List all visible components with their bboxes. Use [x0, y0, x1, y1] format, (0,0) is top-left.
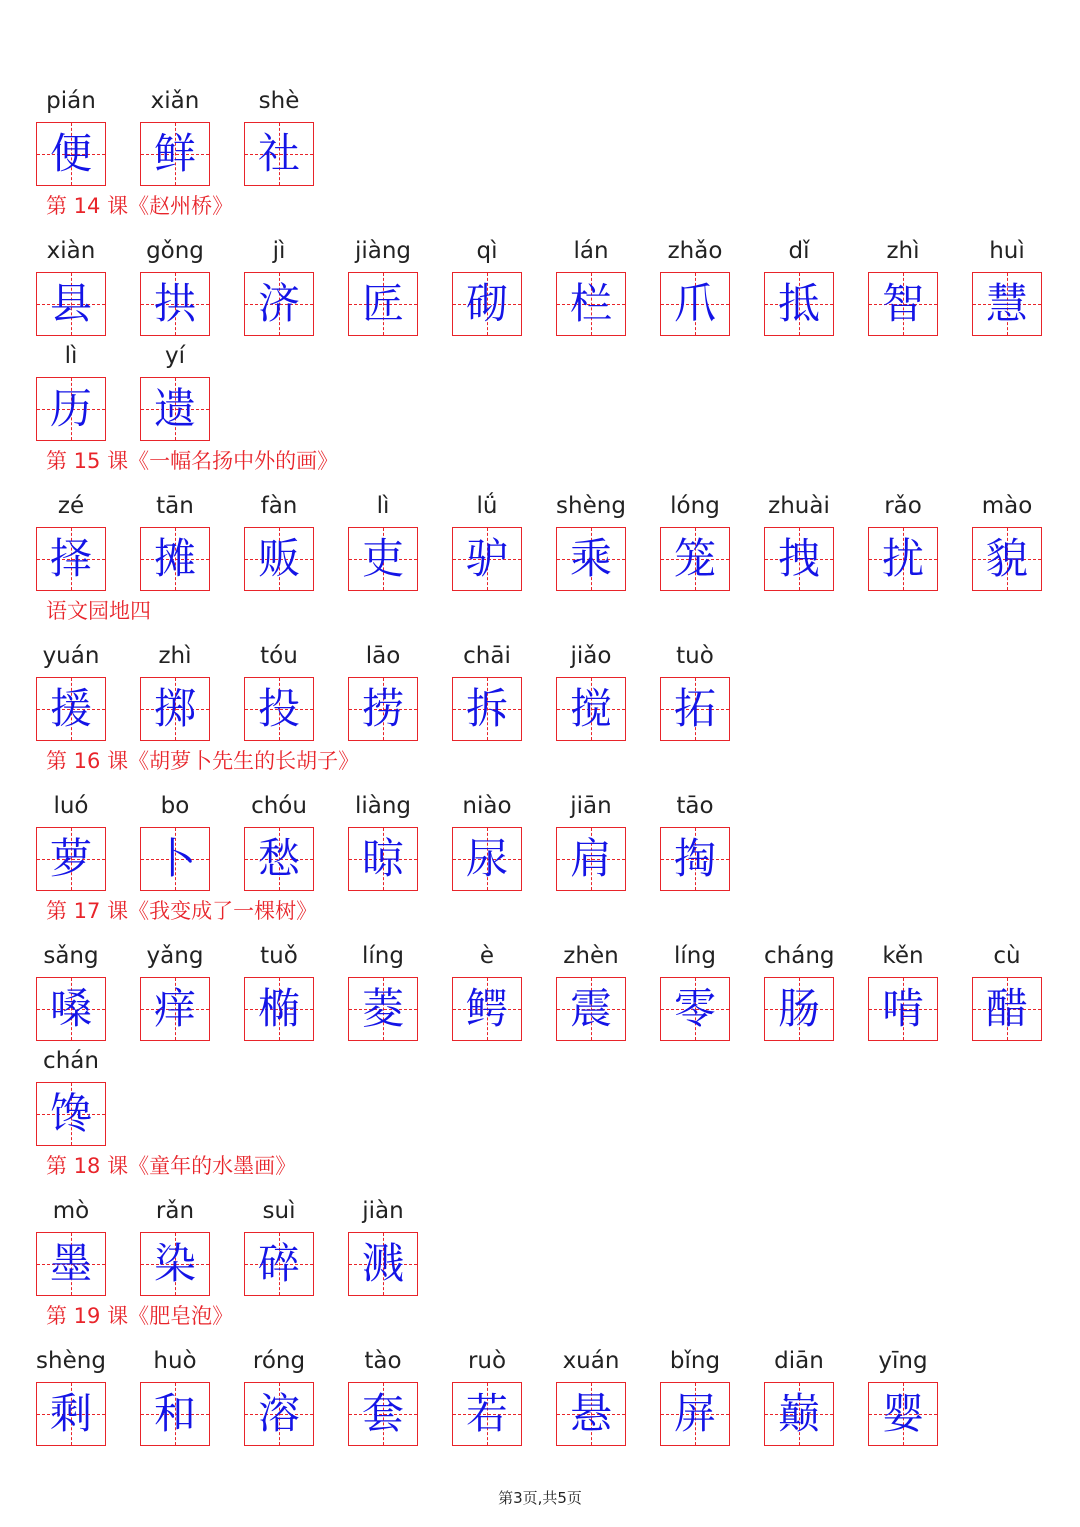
hanzi-character: 醋 [985, 984, 1028, 1033]
char-cell [36, 1196, 140, 1306]
pinyin-label: zhèn [563, 943, 619, 969]
pinyin-label: yuán [42, 643, 100, 669]
hanzi-character: 贩 [257, 534, 300, 583]
char-cell [452, 791, 556, 901]
char-cell [244, 491, 348, 601]
pinyin-label: bǐng [669, 1348, 721, 1374]
pinyin-label: tào [364, 1348, 402, 1374]
hanzi-character: 鳄 [465, 984, 508, 1033]
tianzige-grid [36, 977, 106, 1041]
tianzige-grid [764, 272, 834, 336]
pinyin-label: tāo [676, 793, 714, 819]
hanzi-character: 搅 [569, 684, 612, 733]
pinyin-label: lì [64, 343, 78, 369]
hanzi-character: 萝 [49, 834, 92, 883]
tianzige-grid [140, 677, 210, 741]
tianzige-grid [244, 122, 314, 186]
pinyin-label: qì [476, 238, 498, 264]
lesson-title: 第 16 课《胡萝卜先生的长胡子》 [46, 749, 360, 773]
pinyin-label: líng [362, 943, 404, 969]
pinyin-label: zhuài [768, 493, 830, 519]
tianzige-grid [452, 977, 522, 1041]
hanzi-character: 碎 [257, 1239, 300, 1288]
char-cell [764, 941, 868, 1051]
tianzige-grid [452, 677, 522, 741]
pinyin-label: ruò [467, 1348, 507, 1374]
char-cell [972, 236, 1076, 346]
char-cell [244, 86, 348, 196]
tianzige-grid [140, 1382, 210, 1446]
tianzige-grid [36, 677, 106, 741]
char-cell [244, 641, 348, 751]
char-cell [452, 941, 556, 1051]
tianzige-grid [140, 377, 210, 441]
pinyin-label: rǎo [884, 493, 922, 519]
char-cell [36, 86, 140, 196]
tianzige-grid [140, 272, 210, 336]
hanzi-character: 栏 [569, 279, 612, 328]
char-cell [348, 941, 452, 1051]
lesson-title: 第 17 课《我变成了一棵树》 [46, 899, 318, 923]
pinyin-label: mào [981, 493, 1033, 519]
pinyin-label: lán [573, 238, 609, 264]
hanzi-character: 嗓 [49, 984, 92, 1033]
tianzige-grid [972, 977, 1042, 1041]
hanzi-character: 卜 [153, 834, 196, 883]
char-cell [36, 941, 140, 1051]
tianzige-grid [660, 827, 730, 891]
tianzige-grid [244, 977, 314, 1041]
hanzi-character: 摊 [153, 534, 196, 583]
pinyin-label: tān [156, 493, 194, 519]
char-cell [556, 491, 660, 601]
hanzi-character: 拆 [465, 684, 508, 733]
pinyin-label: liàng [354, 793, 412, 819]
hanzi-character: 溶 [257, 1389, 300, 1438]
tianzige-grid [556, 527, 626, 591]
char-cell [764, 236, 868, 346]
tianzige-grid [868, 1382, 938, 1446]
char-cell [140, 491, 244, 601]
hanzi-character: 晾 [361, 834, 404, 883]
tianzige-grid [140, 122, 210, 186]
hanzi-character: 悬 [569, 1389, 612, 1438]
hanzi-character: 援 [49, 684, 92, 733]
pinyin-label: zhì [886, 238, 920, 264]
lesson-title: 第 14 课《赵州桥》 [46, 194, 234, 218]
tianzige-grid [348, 272, 418, 336]
hanzi-character: 社 [257, 129, 300, 178]
tianzige-grid [660, 527, 730, 591]
pinyin-label: líng [674, 943, 716, 969]
tianzige-grid [764, 527, 834, 591]
pinyin-label: rǎn [155, 1198, 195, 1224]
pinyin-label: xuán [562, 1348, 620, 1374]
pinyin-label: tuǒ [260, 943, 298, 969]
tianzige-grid [348, 977, 418, 1041]
tianzige-grid [36, 527, 106, 591]
hanzi-character: 慧 [985, 279, 1028, 328]
hanzi-character: 墨 [49, 1239, 92, 1288]
lesson-title: 语文园地四 [46, 599, 151, 623]
tianzige-grid [556, 1382, 626, 1446]
tianzige-grid [660, 1382, 730, 1446]
hanzi-character: 抵 [777, 279, 820, 328]
tianzige-grid [348, 527, 418, 591]
hanzi-character: 投 [257, 684, 300, 733]
hanzi-character: 掏 [673, 834, 716, 883]
tianzige-grid [244, 527, 314, 591]
tianzige-grid [36, 1082, 106, 1146]
char-cell [244, 1196, 348, 1306]
pinyin-label: shè [258, 88, 300, 114]
char-cell [140, 86, 244, 196]
char-cell [348, 1346, 452, 1456]
pinyin-label: chāi [463, 643, 511, 669]
tianzige-grid [36, 827, 106, 891]
pinyin-label: kěn [882, 943, 924, 969]
hanzi-character: 驴 [465, 534, 508, 583]
page-footer: 第3页,共5页 [498, 1489, 582, 1507]
pinyin-label: lāo [365, 643, 401, 669]
tianzige-grid [140, 527, 210, 591]
pinyin-label: è [479, 943, 495, 969]
char-cell [660, 491, 764, 601]
pinyin-label: tóu [260, 643, 298, 669]
char-cell [868, 236, 972, 346]
tianzige-grid [36, 122, 106, 186]
char-cell [868, 1346, 972, 1456]
hanzi-character: 择 [49, 534, 92, 583]
hanzi-character: 笼 [673, 534, 716, 583]
tianzige-grid [556, 977, 626, 1041]
pinyin-label: lì [376, 493, 390, 519]
char-cell [660, 641, 764, 751]
pinyin-label: jiàng [354, 238, 412, 264]
char-cell [140, 941, 244, 1051]
char-cell [348, 236, 452, 346]
char-cell [140, 236, 244, 346]
char-cell [868, 941, 972, 1051]
hanzi-character: 乘 [569, 534, 612, 583]
hanzi-character: 巅 [777, 1389, 820, 1438]
hanzi-character: 爪 [673, 279, 716, 328]
char-cell [140, 1346, 244, 1456]
pinyin-label: cù [993, 943, 1021, 969]
char-cell [452, 236, 556, 346]
pinyin-label: chóu [251, 793, 307, 819]
pinyin-label: zhǎo [667, 238, 723, 264]
char-cell [36, 236, 140, 346]
pinyin-label: shèng [36, 1348, 106, 1374]
pinyin-label: lǘ [476, 493, 498, 519]
hanzi-character: 痒 [153, 984, 196, 1033]
hanzi-character: 若 [465, 1389, 508, 1438]
tianzige-grid [556, 827, 626, 891]
tianzige-grid [764, 1382, 834, 1446]
pinyin-label: luó [53, 793, 89, 819]
char-cell [556, 1346, 660, 1456]
lesson-title: 第 19 课《肥皂泡》 [46, 1304, 234, 1328]
pinyin-label: dǐ [788, 238, 810, 264]
pinyin-label: jiàn [362, 1198, 404, 1224]
pinyin-label: huò [153, 1348, 197, 1374]
pinyin-label: jì [272, 238, 286, 264]
char-cell [556, 941, 660, 1051]
hanzi-character: 砌 [465, 279, 508, 328]
hanzi-character: 染 [153, 1239, 196, 1288]
char-cell [244, 236, 348, 346]
hanzi-character: 拓 [673, 684, 716, 733]
tianzige-grid [868, 977, 938, 1041]
hanzi-character: 肠 [777, 984, 820, 1033]
lesson-title: 第 15 课《一幅名扬中外的画》 [46, 449, 339, 473]
char-cell [348, 791, 452, 901]
char-cell [140, 341, 244, 451]
char-cell [36, 341, 140, 451]
tianzige-grid [140, 977, 210, 1041]
pinyin-label: lóng [670, 493, 720, 519]
tianzige-grid [660, 677, 730, 741]
pinyin-label: gǒng [146, 238, 204, 264]
hanzi-character: 愁 [257, 834, 300, 883]
tianzige-grid [452, 827, 522, 891]
pinyin-label: jiān [570, 793, 612, 819]
hanzi-character: 椭 [257, 984, 300, 1033]
lesson-title: 第 18 课《童年的水墨画》 [46, 1154, 297, 1178]
pinyin-label: xiàn [46, 238, 96, 264]
pinyin-label: cháng [764, 943, 835, 969]
hanzi-character: 馋 [49, 1089, 92, 1138]
pinyin-label: bo [160, 793, 190, 819]
char-cell [556, 641, 660, 751]
pinyin-label: sǎng [43, 943, 99, 969]
hanzi-character: 鲜 [153, 129, 196, 178]
tianzige-grid [348, 1382, 418, 1446]
pinyin-label: yí [164, 343, 185, 369]
hanzi-character: 啃 [881, 984, 924, 1033]
tianzige-grid [36, 377, 106, 441]
hanzi-character: 婴 [881, 1389, 924, 1438]
pinyin-label: zhì [158, 643, 192, 669]
hanzi-character: 县 [49, 279, 92, 328]
hanzi-character: 零 [673, 984, 716, 1033]
tianzige-grid [868, 527, 938, 591]
tianzige-grid [36, 1232, 106, 1296]
pinyin-label: mò [52, 1198, 90, 1224]
char-cell [140, 1196, 244, 1306]
tianzige-grid [348, 677, 418, 741]
tianzige-grid [556, 272, 626, 336]
tianzige-grid [244, 1232, 314, 1296]
pinyin-label: jiǎo [570, 643, 612, 669]
pinyin-label: róng [252, 1348, 306, 1374]
tianzige-grid [452, 272, 522, 336]
hanzi-character: 智 [881, 279, 924, 328]
tianzige-grid [972, 272, 1042, 336]
hanzi-character: 屏 [673, 1389, 716, 1438]
hanzi-character: 溅 [361, 1239, 404, 1288]
pinyin-label: xiǎn [150, 88, 200, 114]
tianzige-grid [36, 1382, 106, 1446]
pinyin-label: shèng [556, 493, 626, 519]
tianzige-grid [556, 677, 626, 741]
char-cell [452, 491, 556, 601]
char-cell [764, 491, 868, 601]
char-cell [36, 641, 140, 751]
tianzige-grid [244, 677, 314, 741]
hanzi-character: 遗 [153, 384, 196, 433]
char-cell [36, 1046, 140, 1156]
char-cell [36, 791, 140, 901]
hanzi-character: 貌 [985, 534, 1028, 583]
tianzige-grid [36, 272, 106, 336]
char-cell [972, 491, 1076, 601]
hanzi-character: 菱 [361, 984, 404, 1033]
char-cell [972, 941, 1076, 1051]
tianzige-grid [972, 527, 1042, 591]
char-cell [452, 641, 556, 751]
char-cell [764, 1346, 868, 1456]
tianzige-grid [244, 1382, 314, 1446]
pinyin-label: diān [774, 1348, 824, 1374]
tianzige-grid [452, 1382, 522, 1446]
char-cell [868, 491, 972, 601]
char-cell [452, 1346, 556, 1456]
hanzi-character: 掷 [153, 684, 196, 733]
char-cell [348, 641, 452, 751]
pinyin-label: pián [46, 88, 96, 114]
tianzige-grid [140, 1232, 210, 1296]
tianzige-grid [660, 272, 730, 336]
tianzige-grid [764, 977, 834, 1041]
pinyin-label: zé [57, 493, 85, 519]
pinyin-label: huì [989, 238, 1025, 264]
hanzi-character: 剩 [49, 1389, 92, 1438]
hanzi-character: 吏 [361, 534, 404, 583]
hanzi-character: 济 [257, 279, 300, 328]
pinyin-label: yīng [878, 1348, 928, 1374]
pinyin-label: suì [262, 1198, 296, 1224]
pinyin-label: niào [462, 793, 512, 819]
char-cell [660, 791, 764, 901]
tianzige-grid [140, 827, 210, 891]
pinyin-label: chán [43, 1048, 99, 1074]
hanzi-character: 尿 [465, 834, 508, 883]
tianzige-grid [348, 1232, 418, 1296]
hanzi-character: 历 [49, 384, 92, 433]
hanzi-character: 捞 [361, 684, 404, 733]
hanzi-character: 和 [153, 1389, 196, 1438]
hanzi-character: 扰 [881, 534, 924, 583]
hanzi-character: 肩 [569, 834, 612, 883]
char-cell [556, 791, 660, 901]
tianzige-grid [452, 527, 522, 591]
pinyin-label: fàn [260, 493, 298, 519]
char-cell [140, 641, 244, 751]
char-cell [244, 1346, 348, 1456]
char-cell [36, 1346, 140, 1456]
hanzi-character: 匠 [361, 279, 404, 328]
pinyin-label: tuò [676, 643, 714, 669]
char-cell [244, 791, 348, 901]
tianzige-grid [244, 272, 314, 336]
char-cell [244, 941, 348, 1051]
char-cell [556, 236, 660, 346]
char-cell [660, 941, 764, 1051]
tianzige-grid [660, 977, 730, 1041]
hanzi-character: 震 [569, 984, 612, 1033]
char-cell [660, 1346, 764, 1456]
hanzi-character: 便 [49, 129, 92, 178]
char-cell [140, 791, 244, 901]
tianzige-grid [244, 827, 314, 891]
tianzige-grid [868, 272, 938, 336]
pinyin-label: yǎng [146, 943, 204, 969]
char-cell [348, 1196, 452, 1306]
char-cell [348, 491, 452, 601]
char-cell [660, 236, 764, 346]
hanzi-character: 拱 [153, 279, 196, 328]
char-cell [36, 491, 140, 601]
hanzi-character: 套 [361, 1389, 404, 1438]
tianzige-grid [348, 827, 418, 891]
hanzi-character: 拽 [777, 534, 820, 583]
